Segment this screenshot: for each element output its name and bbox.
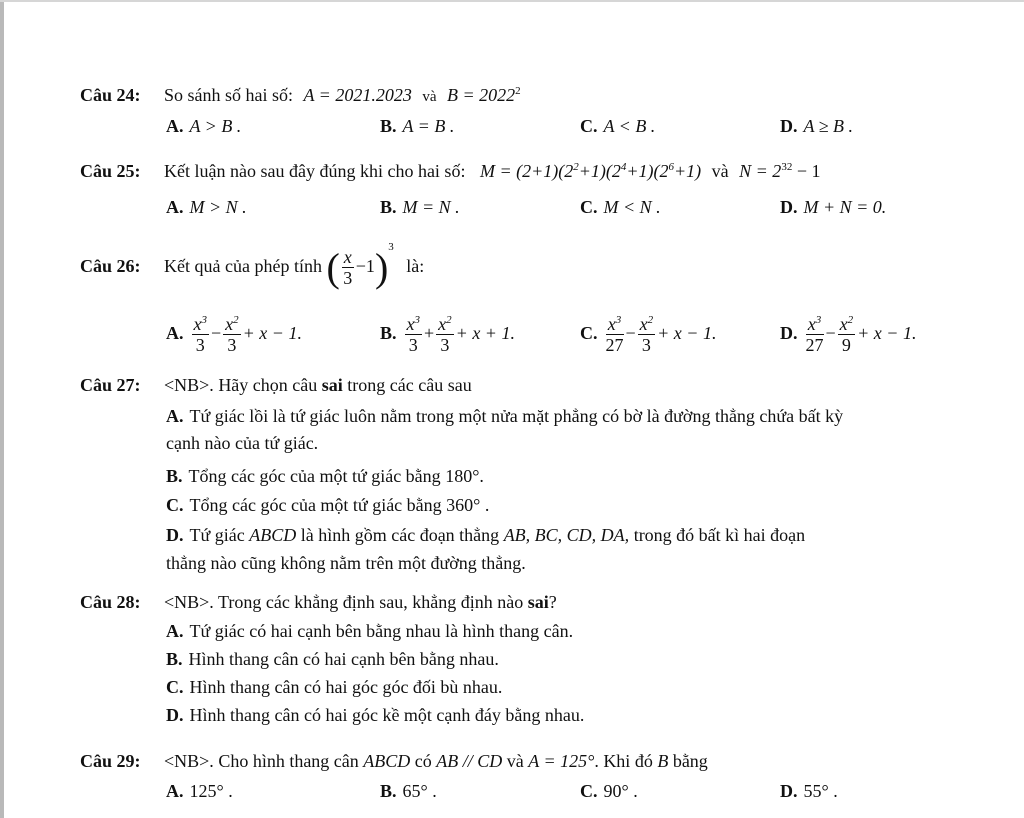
q27-option-d-cont: thẳng nào cũng không nằm trên một đường thẳng. xyxy=(166,553,526,573)
q25-option-d: D. M + N = 0. xyxy=(780,197,887,217)
q26-open-paren: ( xyxy=(326,244,340,290)
q29-option-b: B. 65° . xyxy=(380,781,437,801)
q26-expr-exp: 3 xyxy=(388,241,394,253)
q24-and: và xyxy=(422,89,437,105)
q24-option-c: C. A < B . xyxy=(580,116,656,136)
q26-close-paren: ) xyxy=(374,244,389,290)
q29-option-a: A. 125° . xyxy=(166,781,233,801)
q28-option-d: D. Hình thang cân có hai góc kề một cạnh đáy bằng nhau. xyxy=(166,705,585,725)
q29-stem: <NB>. Cho hình thang cân ABCD có AB // CD và A = 125°. Khi đó B bằng xyxy=(164,751,708,771)
q27-option-a: A. Tứ giác lồi là tứ giác luôn nằm trong một nửa mặt phẳng có bờ là đường thẳng chứa bất kỳ xyxy=(166,406,844,426)
q26-option-b: B. $\frac{x^3}{3}$ + $\frac{x^2}{3}$ + x + 1. xyxy=(380,314,515,356)
q24-a-expr: A = 2021.2023 xyxy=(303,85,412,105)
q28-option-b: B. Hình thang cân có hai cạnh bên bằng nhau. xyxy=(166,649,499,669)
page-left-edge xyxy=(0,0,4,818)
q25-n-tail: − 1 xyxy=(792,161,821,181)
q28-stem: <NB>. Trong các khẳng định sau, khẳng định nào sai? xyxy=(164,592,557,612)
q24-option-a: A. A > B . xyxy=(166,116,242,136)
q24-option-b: B. A = B . xyxy=(380,116,455,136)
q25-stem xyxy=(164,160,820,182)
q25-n-exp: 32 xyxy=(781,161,793,173)
page-top-edge xyxy=(0,0,1024,2)
q24-label: Câu 24: xyxy=(80,85,141,105)
q27-stem: <NB>. Hãy chọn câu sai trong các câu sau xyxy=(164,375,472,395)
q26-label: Câu 26: xyxy=(80,256,141,276)
q25-label: Câu 25: xyxy=(80,161,141,181)
q26-option-d: D. $\frac{x^3}{27}$ − $\frac{x^2}{9}$ + x − 1. xyxy=(780,314,917,356)
q26-option-a: A. $\frac{x^3}{3}$ − $\frac{x^2}{3}$ + x − 1. xyxy=(166,314,302,356)
q24-b-expr: B = 2022 xyxy=(447,85,516,105)
q25-option-a: A. M > N . xyxy=(166,197,247,217)
q26-option-c: C. $\frac{x^3}{27}$ − $\frac{x^2}{3}$ + x − 1. xyxy=(580,314,717,356)
q27-option-a-cont: cạnh nào của tứ giác. xyxy=(166,433,319,453)
q25-option-b: B. M = N . xyxy=(380,197,460,217)
q25-n-expr: N = 2 xyxy=(739,161,782,181)
q24-b-exp: 2 xyxy=(515,85,521,97)
q24-text: So sánh số hai số: xyxy=(164,85,294,105)
q29-label: Câu 29: xyxy=(80,751,141,771)
q29-option-d: D. 55° . xyxy=(780,781,838,801)
q28-option-a: A. Tứ giác có hai cạnh bên bằng nhau là hình thang cân. xyxy=(166,621,574,641)
q26-stem xyxy=(164,236,424,296)
q25-and: và xyxy=(711,161,729,181)
q27-label: Câu 27: xyxy=(80,375,141,395)
q28-option-c: C. Hình thang cân có hai góc góc đối bù nhau. xyxy=(166,677,503,697)
q26-fraction: $\frac{x}{3}$ xyxy=(343,247,353,289)
q24-stem xyxy=(164,84,521,108)
q27-option-b: B. Tổng các góc của một tứ giác bằng 180°. xyxy=(166,466,484,486)
q29-option-c: C. 90° . xyxy=(580,781,638,801)
q26-expr-tail: −1 xyxy=(355,256,375,276)
q24-option-d: D. A ≥ B . xyxy=(780,116,854,136)
q25-option-c: C. M < N . xyxy=(580,197,661,217)
q28-label: Câu 28: xyxy=(80,592,141,612)
q26-suffix: là: xyxy=(406,256,425,276)
q26-text: Kết quả của phép tính xyxy=(164,256,322,276)
q27-option-d: D. Tứ giác ABCD là hình gồm các đoạn thẳng AB, BC, CD, DA, trong đó bất kì hai đoạn xyxy=(166,525,806,545)
q27-option-c: C. Tổng các góc của một tứ giác bằng 360° . xyxy=(166,495,490,515)
q25-m-expr: $M = (2+1)(2^2+1)(2^4+1)(2^6+1)$ xyxy=(479,161,702,181)
q25-text: Kết luận nào sau đây đúng khi cho hai số: xyxy=(164,161,466,181)
